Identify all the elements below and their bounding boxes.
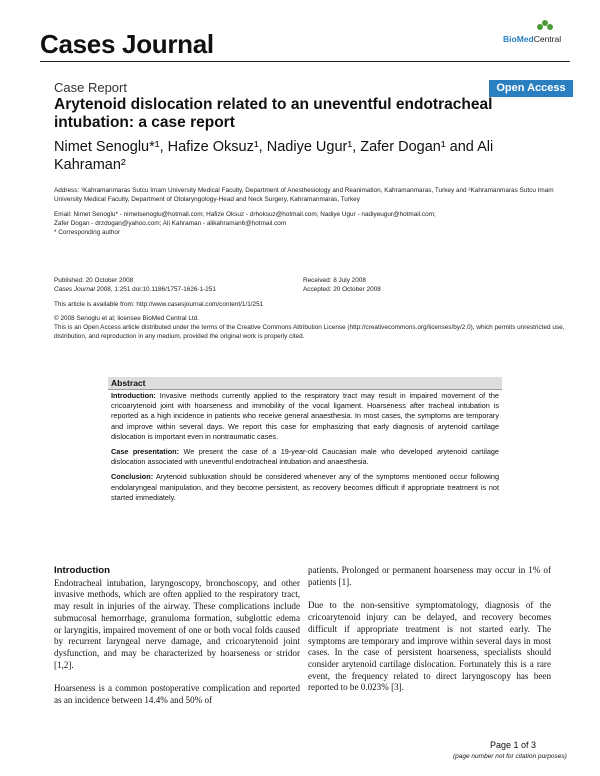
email-line-1: Email: Nimet Senoglu* - nimetsenoglu@hotmail.com; Hafize Oksuz - drhoksuz@hotmail.com; Nadiye Ugur - nadiyeugur@hotmail.com; [54,211,436,218]
abstract-case-text: We present the case of a 19-year-old Caucasian male who developed arytenoid cartilage dislocation associated with uneventful endotracheal intubation and anaesthesia. [111,447,499,467]
received-accepted [303,276,381,294]
license-block [54,314,574,341]
abstract-intro-label: Introduction: [111,391,156,400]
right-paragraph-1: patients. Prolonged or permanent hoarseness may occur in 1% of patients [1]. [308,565,551,587]
abstract-concl-text: Arytenoid subluxation should be considered whenever any of the symptoms mentioned occur following endolaryngeal manipulation, and they become persistent, as recovery becomes difficult if appropriate treatment is not started immediately. [111,472,499,502]
email-line-2: Zafer Dogan - drzdogan@yahoo.com; Ali Kahraman - alikahraman6@hotmail.com [54,220,287,227]
page-number: Page 1 of 3 [490,740,537,750]
body-left-column [54,565,300,719]
left-paragraph-1: Endotracheal intubation, laryngoscopy, bronchoscopy, and other invasive methods, which are often applied to the respiratory tract, may result in injuries of the airway. These complications include submucosal hemorrhage, granuloma formation, subglottic edema or laryngitis, impaired movement of one or both vocal folds caused by recurrent laryngeal nerve damage, and cricoarytenoid joint dysfunction, and may be characterized by hoarseness or stridor [1,2]. [54,577,300,670]
abstract-concl-label: Conclusion: [111,472,154,482]
email-block [54,210,574,237]
license-text: This is an Open Access article distributed under the terms of the Creative Commons Attribution License (http://creativecommons.org/licenses/by/2.0), which permits unrestricted use, distribution, and reproduction in any medium, provided the original work is properly cited. [54,324,565,340]
left-paragraph-2: Hoarseness is a common postoperative complication and reported as an incidence between 14.4% and 50% of [54,683,300,706]
article-type: Case Report [54,80,127,95]
publication-meta [54,276,216,294]
right-paragraph-2: Due to the non-sensitive symptomatology, diagnosis of the cricoarytenoid injury can be delayed, and recovery becomes difficult if appropriate treatment is not started early. The symptoms are temporary and improve within several days in most cases. In the case of persistent hoarseness, specialists should consider arytenoid cartilage dislocation. Fortunately this is a rare event, the frequency related to direct laryngoscopy has been reported to be 0.023% [3]. [308,600,551,693]
availability-line[interactable]: This article is available from: http://www.casesjournal.com/content/1/1/251 [54,301,264,308]
abstract-case-label: Case presentation: [111,447,180,457]
logo-bio-text: BioMed [503,34,534,44]
journal-title: Cases Journal [40,29,214,59]
abstract-case-presentation [111,447,499,467]
body-right-column [308,565,551,706]
logo-dots-icon [537,20,553,32]
abstract-box [108,377,502,508]
corresponding-author: * Corresponding author [54,229,121,236]
copyright-line: © 2008 Senoglu et al; licensee BioMed Central Ltd. [54,315,200,322]
citation [54,285,216,294]
affiliation-address: Address: ¹Kahramanmaras Sutcu Imam University Medical Faculty, Department of Anesthesiology and Reanimation, Kahramanmaras, Turkey and ²Kahramanmaras Sutcu Imam University Medical Faculty, Department of Otolaryngology-Head and Neck Surgery, Kahramanmaras, Turkey [54,187,554,203]
abstract-heading: Abstract [108,377,502,390]
accepted-date: Accepted: 20 October 2008 [303,286,381,293]
article-title: Arytenoid dislocation related to an uneventful endotracheal intubation: a case report [54,96,493,131]
citation-doi: 2008, 1:251 doi:10.1186/1757-1626-1-251 [94,286,216,293]
introduction-heading: Introduction [54,565,110,576]
published-date: Published: 20 October 2008 [54,277,134,284]
page-number-note: (page number not for citation purposes) [453,753,567,760]
logo-central-text: Central [533,34,562,44]
received-date: Received: 8 July 2008 [303,277,366,284]
open-access-badge: Open Access [489,80,573,97]
citation-journal: Cases Journal [54,286,95,293]
header-rule [40,61,570,62]
abstract-conclusion [111,472,499,503]
author-list: Nimet Senoglu*¹, Hafize Oksuz¹, Nadiye Ugur¹, Zafer Dogan¹ and Ali Kahraman² [54,139,494,173]
biomed-central-logo [503,20,573,52]
abstract-introduction [111,391,499,442]
abstract-intro-text: Invasive methods currently applied to the respiratory tract may result in impaired movement of the cricoarytenoid joint with hoarseness and immobility of the vocal ligament. Hoarseness after tracheal intubation is reported as a high incidence in patients who receive general anaesthesia. In most cases, the symptoms are temporary and improve within several days. We report this case for emphasizing that early diagnosis of arytenoid cartilage dislocation is important even in nontraumatic cases. [111,391,499,441]
